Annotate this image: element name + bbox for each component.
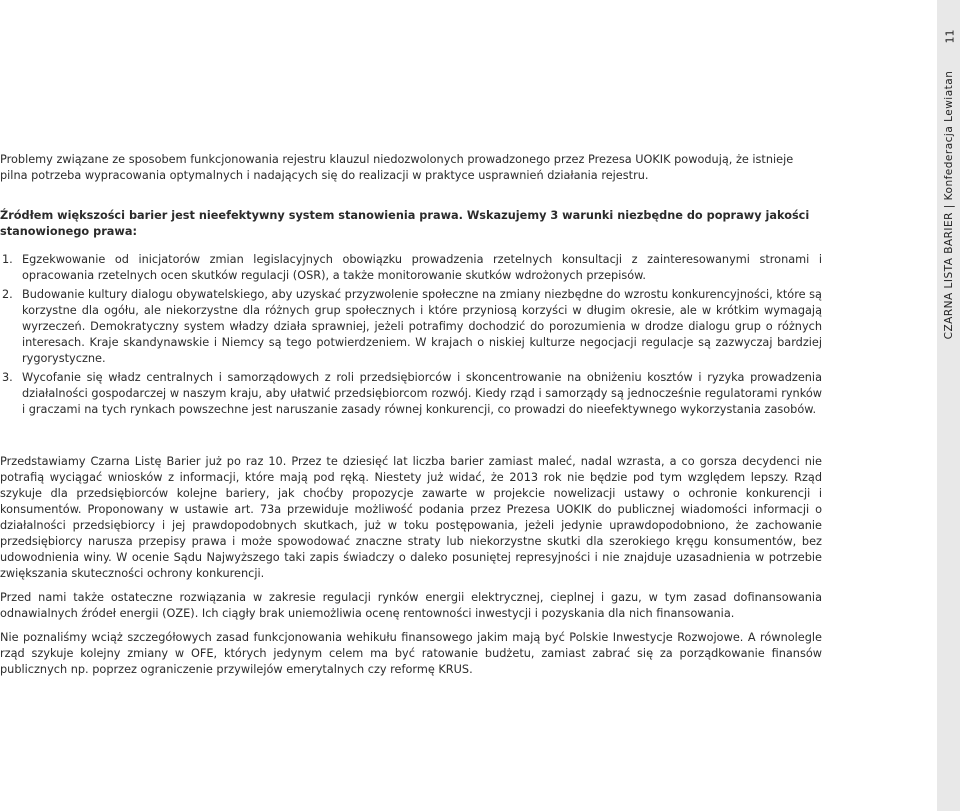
list-item-number: 2. <box>2 288 13 301</box>
running-title: CZARNA LISTA BARIER | Konfederacja Lewiatan <box>943 70 955 340</box>
intro-paragraph: Problemy związane ze sposobem funkcjonowania rejestru klauzul niedozwolonych prowadzonego przez Prezesa UOKIK powodują, że istnieje pilna potrzeba wypracowania optymalnych i nadających się do realizacji w praktyce usprawnień działania rejestru. <box>0 153 794 182</box>
main-content <box>0 152 822 686</box>
list-item <box>0 252 822 284</box>
body-paragraph: Nie poznaliśmy wciąż szczegółowych zasad funkcjonowania wehikułu finansowego jakim mają być Polskie Inwestycje Rozwojowe. A równolegle rząd szykuje kolejny zmiany w OFE, których jedynym celem ma być ratowanie budżetu, zamiast zabrać się za porządkowanie finansów publicznych np. poprzez ograniczenie przywilejów emerytalnych czy reformę KRUS. <box>0 631 822 676</box>
page-number: 11 <box>943 29 957 44</box>
body-paragraph: Przedstawiamy Czarna Listę Barier już po raz 10. Przez te dziesięć lat liczba barier zamiast maleć, nadal wzrasta, a co gorsza decydenci nie potrafią wyciągać wniosków z informacji, które mają pod ręką. Niestety już widać, że 2013 rok nie będzie pod tym względem lepszy. Rząd szykuje dla przedsiębiorców kolejne bariery, jak choćby propozycje zawarte w projekcie nowelizacji ustawy o ochronie konkurencji i konsumentów. Proponowany w ustawie art. 73a przewiduje możliwość podania przez Prezesa UOKIK do publicznej wiadomości informacji o działalności przedsiębiorcy i jej prawdopodobnych skutkach, już w toku postępowania, jeżeli jedynie uprawdopodobniono, że zachowanie przedsiębiorcy narusza przepisy prawa i może spowodować znaczne straty lub niekorzystne skutki dla szerokiego kręgu konsumentów, bez udowodnienia winy. W ocenie Sądu Najwyższego taki zapis świadczy o daleko posuniętej represyjności i nie znajduje uzasadnienia w potrzebie zwiększania skuteczności ochrony konkurencji. <box>0 455 822 580</box>
body-paragraph: Przed nami także ostateczne rozwiązania w zakresie regulacji rynków energii elektrycznej, cieplnej i gazu, w tym zasad dofinansowania odnawialnych źródeł energii (OZE). Ich ciągły brak uniemożliwia ocenę rentowności inwestycji i pozyskania dla nich finansowania. <box>0 591 822 620</box>
list-item-text: Wycofanie się władz centralnych i samorządowych z roli przedsiębiorców i skoncentrowanie na obniżeniu kosztów i ryzyka prowadzenia działalności gospodarczej w naszym kraju, aby ułatwić przedsiębiorcom rozwój. Kiedy rząd i samorządy są jednocześnie regulatorami rynków i graczami na tych rynkach powszechne jest naruszanie zasady równej konkurencji, co prowadzi do nieefektywnego wykorzystania zasobów. <box>22 371 822 416</box>
list-item-number: 1. <box>2 253 13 266</box>
requirements-list <box>0 252 822 418</box>
list-item-text: Budowanie kultury dialogu obywatelskiego, aby uzyskać przyzwolenie społeczne na zmiany niezbędne do wzrostu konkurencyjności, które są korzystne dla ogółu, ale niekorzystne dla różnych grup społecznych i które przyniosą korzyści w długim okresie, ale w krótkim wymagają wyrzeczeń. Demokratyczny system władzy działa sprawniej, jeżeli potrafimy dochodzić do porozumienia w drodze dialogu grup o różnych interesach. Kraje skandynawskie i Niemcy są tego potwierdzeniem. W krajach o niskiej kulturze negocjacji regulacje są zazwyczaj bardziej rygorystyczne. <box>22 288 822 365</box>
bold-lead-paragraph: Źródłem większości barier jest nieefektywny system stanowienia prawa. Wskazujemy 3 warunki niezbędne do poprawy jakości stanowionego prawa: <box>0 209 810 238</box>
list-item-number: 3. <box>2 371 13 384</box>
list-item-text: Egzekwowanie od inicjatorów zmian legislacyjnych obowiązku prowadzenia rzetelnych konsultacji z zainteresowanymi stronami i opracowania rzetelnych ocen skutków regulacji (OSR), a także monitorowanie skutków wdrożonych przepisów. <box>22 253 822 282</box>
list-item <box>0 287 822 367</box>
list-item <box>0 370 822 418</box>
page-sidebar <box>937 0 960 811</box>
